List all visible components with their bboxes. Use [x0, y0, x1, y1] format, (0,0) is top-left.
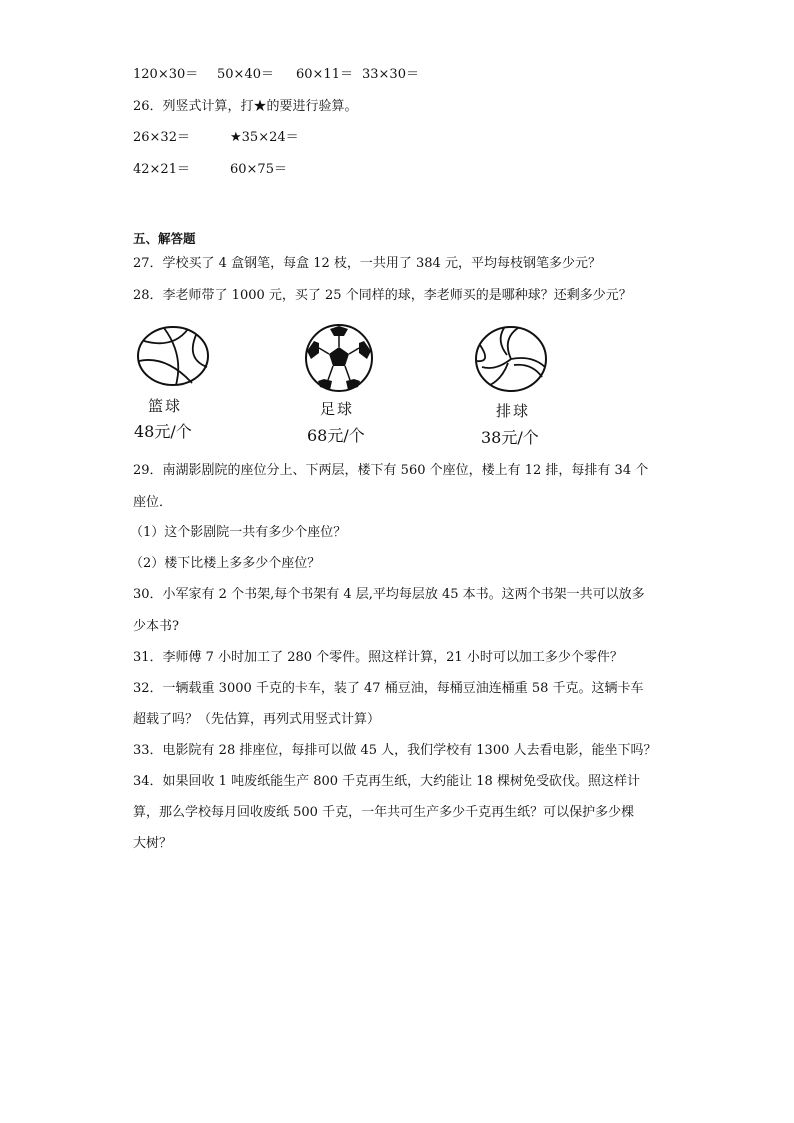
volleyball-icon	[474, 325, 548, 393]
question-34-line-2: 算，那么学校每月回收废纸 500 千克，一年共可生产多少千克再生纸？可以保护多少棵	[133, 805, 635, 820]
basketball-icon	[136, 325, 210, 387]
volleyball-price: 38元/个	[481, 428, 539, 447]
question-34-line-1: 34．如果回收 1 吨废纸能生产 800 千克再生纸，大约能让 18 棵树免受砍伐。照这样计	[133, 774, 640, 789]
calc-item: 26×32＝	[133, 130, 190, 145]
question-26-title: 26．列竖式计算，打★的要进行验算。	[133, 99, 358, 114]
question-28: 28．李老师带了 1000 元，买了 25 个同样的球，李老师买的是哪种球？还剩多少元？	[133, 288, 632, 303]
question-29-sub-2: （2）楼下比楼上多多少个座位？	[130, 556, 321, 571]
soccer-ball-price: 68元/个	[307, 426, 365, 445]
calc-item: ★35×24＝	[230, 130, 299, 145]
question-32-line-2: 超载了吗？（先估算，再列式用竖式计算）	[133, 712, 381, 727]
basketball-label: 篮球	[148, 397, 183, 415]
calc-item: 120×30＝	[133, 67, 199, 82]
question-29-line-2: 座位．	[133, 495, 173, 510]
question-27: 27．学校买了 4 盒钢笔，每盒 12 枝，一共用了 384 元，平均每枝钢笔多少元？	[133, 256, 601, 271]
section-5-title: 五、解答题	[133, 231, 196, 246]
question-33: 33．电影院有 28 排座位，每排可以做 45 人，我们学校有 1300 人去看电影，能坐下吗？	[133, 743, 657, 758]
question-29-line-1: 29．南湖影剧院的座位分上、下两层，楼下有 560 个座位，楼上有 12 排，每排有 34 个	[133, 463, 649, 478]
calc-item: 50×40＝	[217, 67, 274, 82]
calc-item: 33×30＝	[362, 67, 419, 82]
basketball-price: 48元/个	[134, 422, 192, 441]
calc-item: 60×75＝	[230, 162, 287, 177]
question-30-line-2: 少本书?	[133, 619, 179, 634]
question-31: 31．李师傅 7 小时加工了 280 个零件。照这样计算，21 小时可以加工多少个零件？	[133, 650, 623, 665]
question-29-sub-1: （1）这个影剧院一共有多少个座位？	[130, 525, 347, 540]
soccer-ball-label: 足球	[320, 400, 355, 418]
soccer-ball-icon	[304, 323, 374, 393]
calc-item: 42×21＝	[133, 162, 190, 177]
question-34-line-3: 大树？	[133, 836, 173, 851]
question-32-line-1: 32．一辆载重 3000 千克的卡车，装了 47 桶豆油，每桶豆油连桶重 58 千克。这辆卡车	[133, 681, 644, 696]
calc-item: 60×11＝	[296, 67, 353, 82]
question-30-line-1: 30．小军家有 2 个书架,每个书架有 4 层,平均每层放 45 本书。这两个书架一共可以放多	[133, 587, 645, 602]
volleyball-label: 排球	[496, 402, 531, 420]
